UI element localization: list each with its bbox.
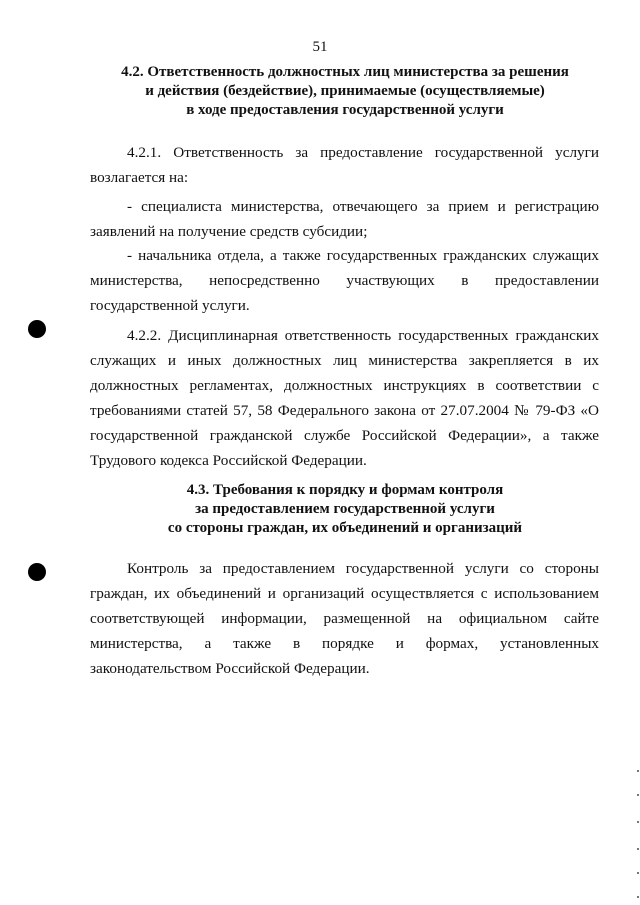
section-4-2-heading xyxy=(90,63,600,120)
text-line: соответствующей информации, размещенной на официальном сайте xyxy=(90,610,599,627)
text-line: требованиями статей 57, 58 Федерального закона от 27.07.2004 № 79-ФЗ «О xyxy=(90,402,599,419)
text-line: - специалиста министерства, отвечающего за прием и регистрацию xyxy=(127,198,599,215)
text-line: заявлений на получение средств субсидии; xyxy=(90,223,368,240)
heading-line: 4.3. Требования к порядку и формам контроля xyxy=(186,482,504,498)
paragraph-4-2-2 xyxy=(90,323,599,473)
binder-hole-mark xyxy=(28,320,46,338)
paragraph-control xyxy=(90,556,599,681)
section-4-3-heading xyxy=(90,481,600,538)
text-line: государственной услуги. xyxy=(90,297,250,314)
list-item-specialist xyxy=(90,194,599,244)
text-line: государственной гражданской службе Российской Федерации», а также xyxy=(90,427,599,444)
scan-edge-noise xyxy=(634,760,640,905)
text-line: Контроль за предоставлением государственной услуги со стороны xyxy=(127,560,599,577)
text-line: должностных регламентах, должностных инструкциях в соответствии с xyxy=(90,377,599,394)
paragraph-4-2-1 xyxy=(90,140,599,190)
text-line: Трудового кодекса Российской Федерации. xyxy=(90,452,367,469)
text-line: граждан, их объединений и организаций осуществляется с использованием xyxy=(90,585,599,602)
text-line: 4.2.1. Ответственность за предоставление государственной услуги xyxy=(127,144,599,161)
heading-line: за предоставлением государственной услуги xyxy=(195,501,495,517)
list-item-department-head xyxy=(90,243,599,318)
text-line: министерства, непосредственно участвующих в предоставлении xyxy=(90,272,599,289)
text-line: служащих и иных должностных лиц министерства закрепляется в их xyxy=(90,352,599,369)
text-line: министерства, а также в порядке и формах, установленных xyxy=(90,635,599,652)
text-line: законодательством Российской Федерации. xyxy=(90,660,370,677)
heading-line: и действия (бездействие), принимаемые (осуществляемые) xyxy=(145,83,545,99)
heading-line: 4.2. Ответственность должностных лиц министерства за решения xyxy=(121,64,569,80)
text-line: возлагается на: xyxy=(90,169,189,186)
page-number: 51 xyxy=(312,39,328,55)
heading-line: в ходе предоставления государственной услуги xyxy=(186,102,504,118)
binder-hole-mark xyxy=(28,563,46,581)
heading-line: со стороны граждан, их объединений и организаций xyxy=(167,520,523,536)
text-line: 4.2.2. Дисциплинарная ответственность государственных гражданских xyxy=(127,327,599,344)
text-line: - начальника отдела, а также государственных гражданских служащих xyxy=(127,247,599,264)
